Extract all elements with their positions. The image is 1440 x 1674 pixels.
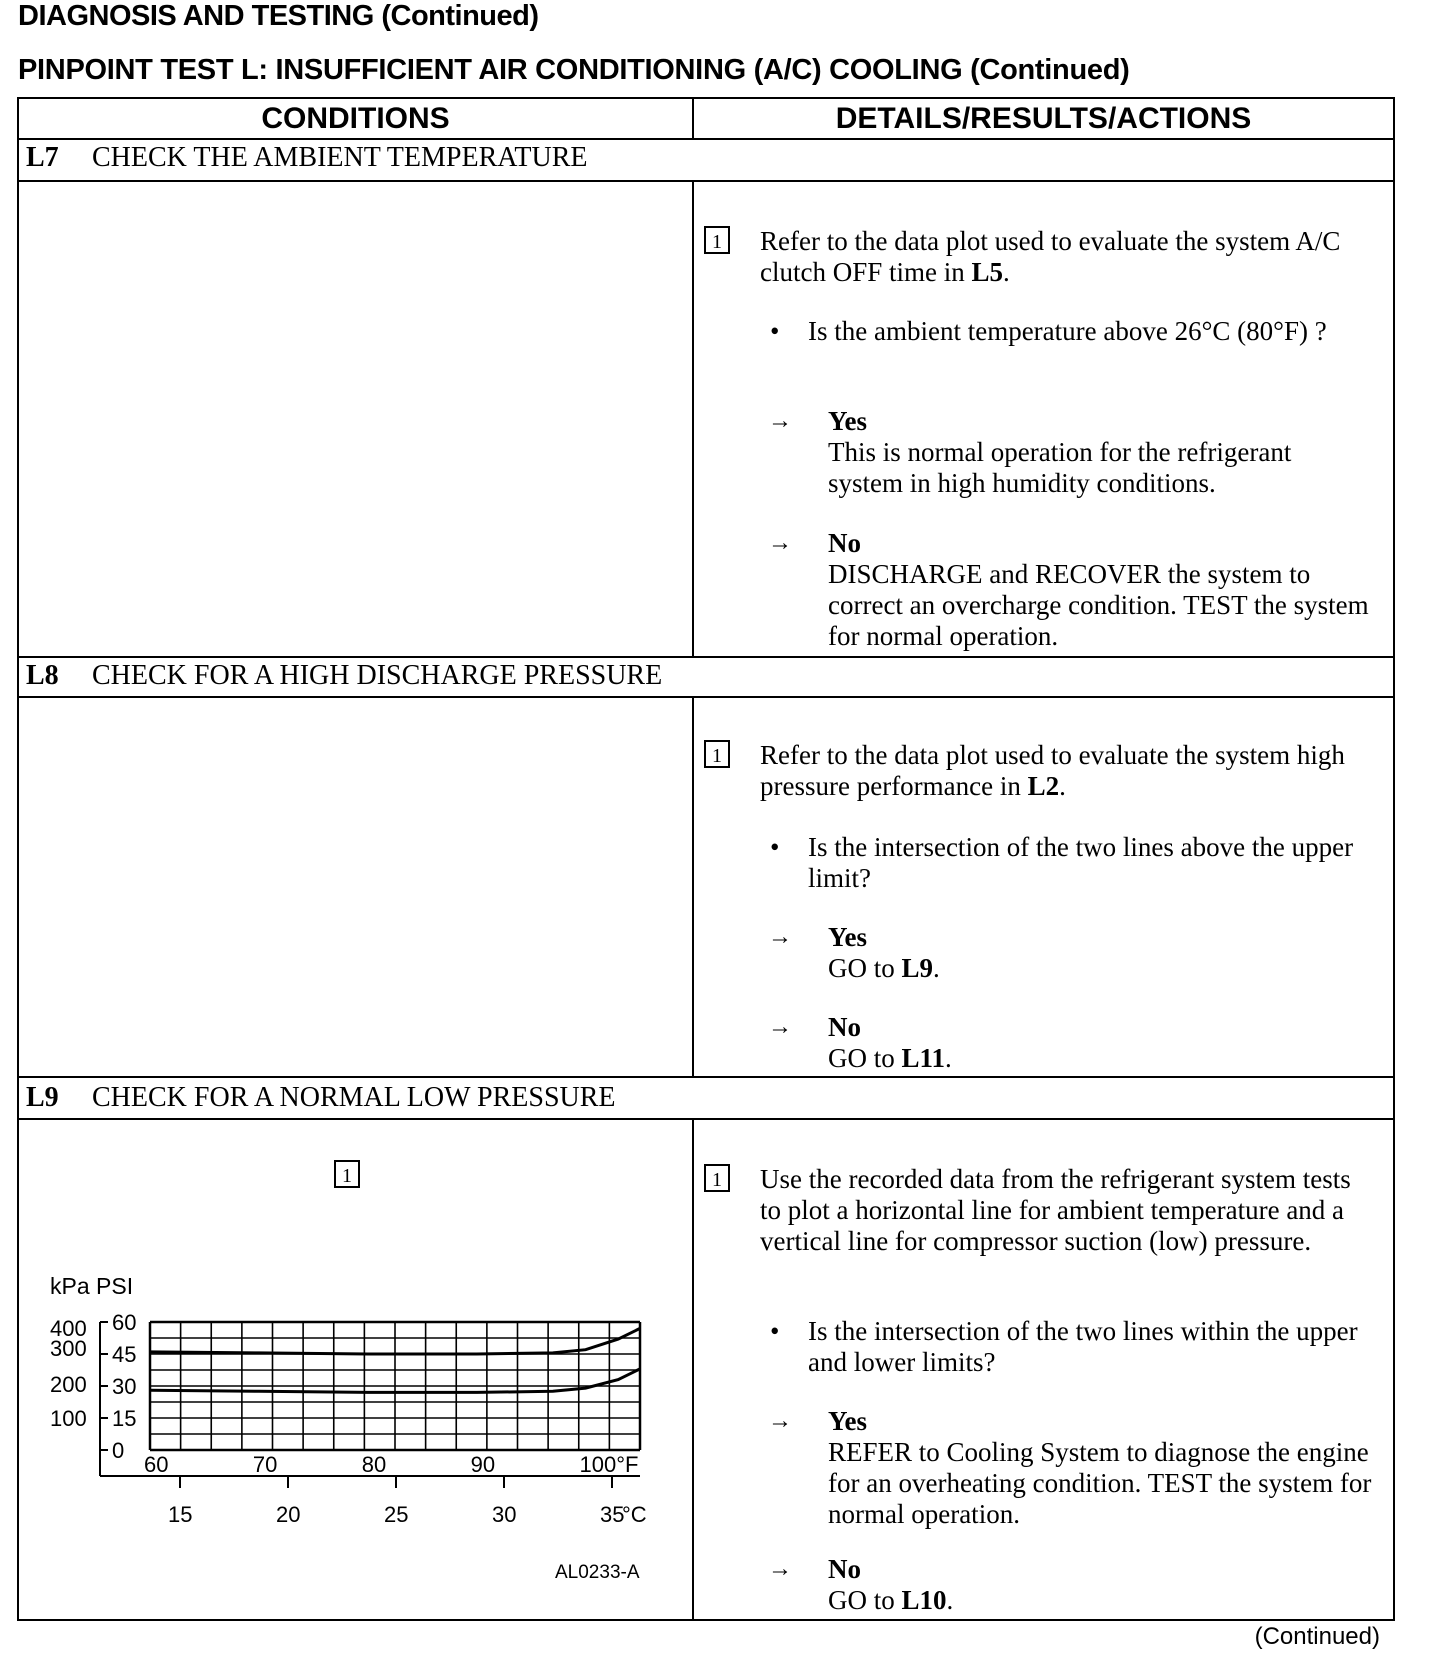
step-number: L9	[26, 1082, 59, 1113]
bullet-icon: •	[770, 316, 780, 346]
step-title: CHECK FOR A NORMAL LOW PRESSURE	[92, 1082, 616, 1113]
fahrenheit-tick-label: 90	[470, 1452, 496, 1477]
question-text: Is the ambient temperature above 26°C (80°F) ?	[808, 316, 1327, 346]
divider	[17, 696, 1395, 698]
no-text: GO to L11.	[828, 1043, 952, 1073]
step-header-l7	[26, 142, 587, 174]
step-header-l8	[26, 660, 662, 692]
fahrenheit-tick-label: 60	[144, 1452, 169, 1477]
step-box-1: 1	[704, 740, 730, 768]
column-header-details: DETAILS/RESULTS/ACTIONS	[835, 102, 1252, 135]
no-result	[828, 528, 1378, 652]
bullet-icon: •	[770, 1316, 780, 1346]
celsius-tick-label: 20	[276, 1502, 301, 1527]
celsius-tick-label: 35	[600, 1502, 625, 1527]
arrow-right-icon: →	[768, 1556, 792, 1582]
instruction-text: Refer to the data plot used to evaluate the system A/C clutch OFF time in L5.	[760, 226, 1341, 287]
yes-result	[828, 922, 1373, 984]
step-box-1: 1	[704, 1164, 730, 1192]
kpa-tick-label: 100	[50, 1406, 87, 1431]
yes-label: Yes	[828, 1406, 867, 1436]
fahrenheit-tick-label: 80	[361, 1452, 387, 1477]
unit-label: kPa PSI	[50, 1273, 134, 1299]
divider	[692, 1118, 694, 1621]
yes-label: Yes	[828, 406, 867, 436]
psi-tick-label: 0	[112, 1438, 125, 1463]
kpa-tick-label: 200	[50, 1372, 87, 1397]
psi-tick-label: 60	[112, 1310, 137, 1335]
divider	[17, 656, 1395, 658]
no-label: No	[828, 1554, 861, 1584]
yes-text: This is normal operation for the refrigerant system in high humidity conditions.	[828, 437, 1292, 498]
arrow-right-icon: →	[768, 924, 792, 950]
instruction-text: Use the recorded data from the refrigerant system tests to plot a horizontal line for ambient temperature and a vertical line for compressor suction (low) pressure.	[760, 1164, 1351, 1256]
step-reference: L5	[971, 257, 1004, 287]
fahrenheit-tick-label: 70	[252, 1452, 278, 1477]
yes-result	[828, 1406, 1378, 1530]
celsius-tick-label: 15	[168, 1502, 193, 1527]
test-title: PINPOINT TEST L: INSUFFICIENT AIR CONDITIONING (A/C) COOLING (Continued)	[18, 54, 1130, 86]
question-text: Is the intersection of the two lines within the upper and lower limits?	[808, 1316, 1358, 1377]
no-label: No	[828, 1012, 861, 1042]
no-text: DISCHARGE and RECOVER the system to correct an overcharge condition. TEST the system for normal operation.	[828, 559, 1369, 651]
psi-tick-label: 15	[112, 1406, 137, 1431]
bullet-icon: •	[770, 832, 780, 862]
page-title: DIAGNOSIS AND TESTING (Continued)	[18, 0, 539, 32]
step-box-1: 1	[704, 226, 730, 254]
no-text: GO to L10.	[828, 1585, 954, 1615]
step-number: L7	[26, 142, 59, 173]
arrow-right-icon: →	[768, 408, 792, 434]
psi-tick-label: 30	[112, 1374, 137, 1399]
no-result	[828, 1012, 1373, 1074]
kpa-tick-label: 300	[50, 1336, 87, 1361]
step-title: CHECK FOR A HIGH DISCHARGE PRESSURE	[92, 660, 663, 691]
figure-box-1: 1	[334, 1160, 360, 1188]
arrow-right-icon: →	[768, 530, 792, 556]
step-header-l9	[26, 1082, 616, 1114]
arrow-right-icon: →	[768, 1014, 792, 1040]
kpa-tick-label: 400	[50, 1316, 87, 1341]
no-label: No	[828, 528, 861, 558]
figure-id: AL0233-A	[555, 1562, 640, 1583]
step-number: L8	[26, 660, 59, 691]
divider	[17, 180, 1395, 182]
column-header-conditions: CONDITIONS	[261, 102, 450, 135]
celsius-unit-label: °C	[622, 1502, 647, 1527]
pressure-temperature-chart	[40, 1270, 660, 1590]
psi-tick-label: 45	[112, 1342, 137, 1367]
celsius-tick-label: 30	[492, 1502, 517, 1527]
step-reference: L9	[901, 953, 934, 983]
yes-label: Yes	[828, 922, 867, 952]
celsius-tick-label: 25	[384, 1502, 409, 1527]
divider	[692, 97, 694, 139]
step-title: CHECK THE AMBIENT TEMPERATURE	[92, 142, 588, 173]
divider	[17, 138, 1395, 140]
continued-footer: (Continued)	[1254, 1623, 1380, 1650]
instruction-text: Refer to the data plot used to evaluate the system high pressure performance in L2.	[760, 740, 1345, 801]
divider	[17, 1076, 1395, 1078]
arrow-right-icon: →	[768, 1408, 792, 1434]
fahrenheit-tick-label: 100°F	[579, 1452, 639, 1477]
divider	[692, 696, 694, 1076]
divider	[692, 180, 694, 656]
yes-text: GO to L9.	[828, 953, 940, 983]
question-text: Is the intersection of the two lines above the upper limit?	[808, 832, 1354, 893]
yes-text: REFER to Cooling System to diagnose the engine for an overheating condition. TEST the system for normal operation.	[828, 1437, 1372, 1529]
step-reference: L2	[1027, 771, 1060, 801]
divider	[17, 1118, 1395, 1120]
yes-result	[828, 406, 1373, 499]
step-reference: L11	[901, 1043, 946, 1073]
step-reference: L10	[901, 1585, 947, 1615]
no-result	[828, 1554, 1373, 1616]
